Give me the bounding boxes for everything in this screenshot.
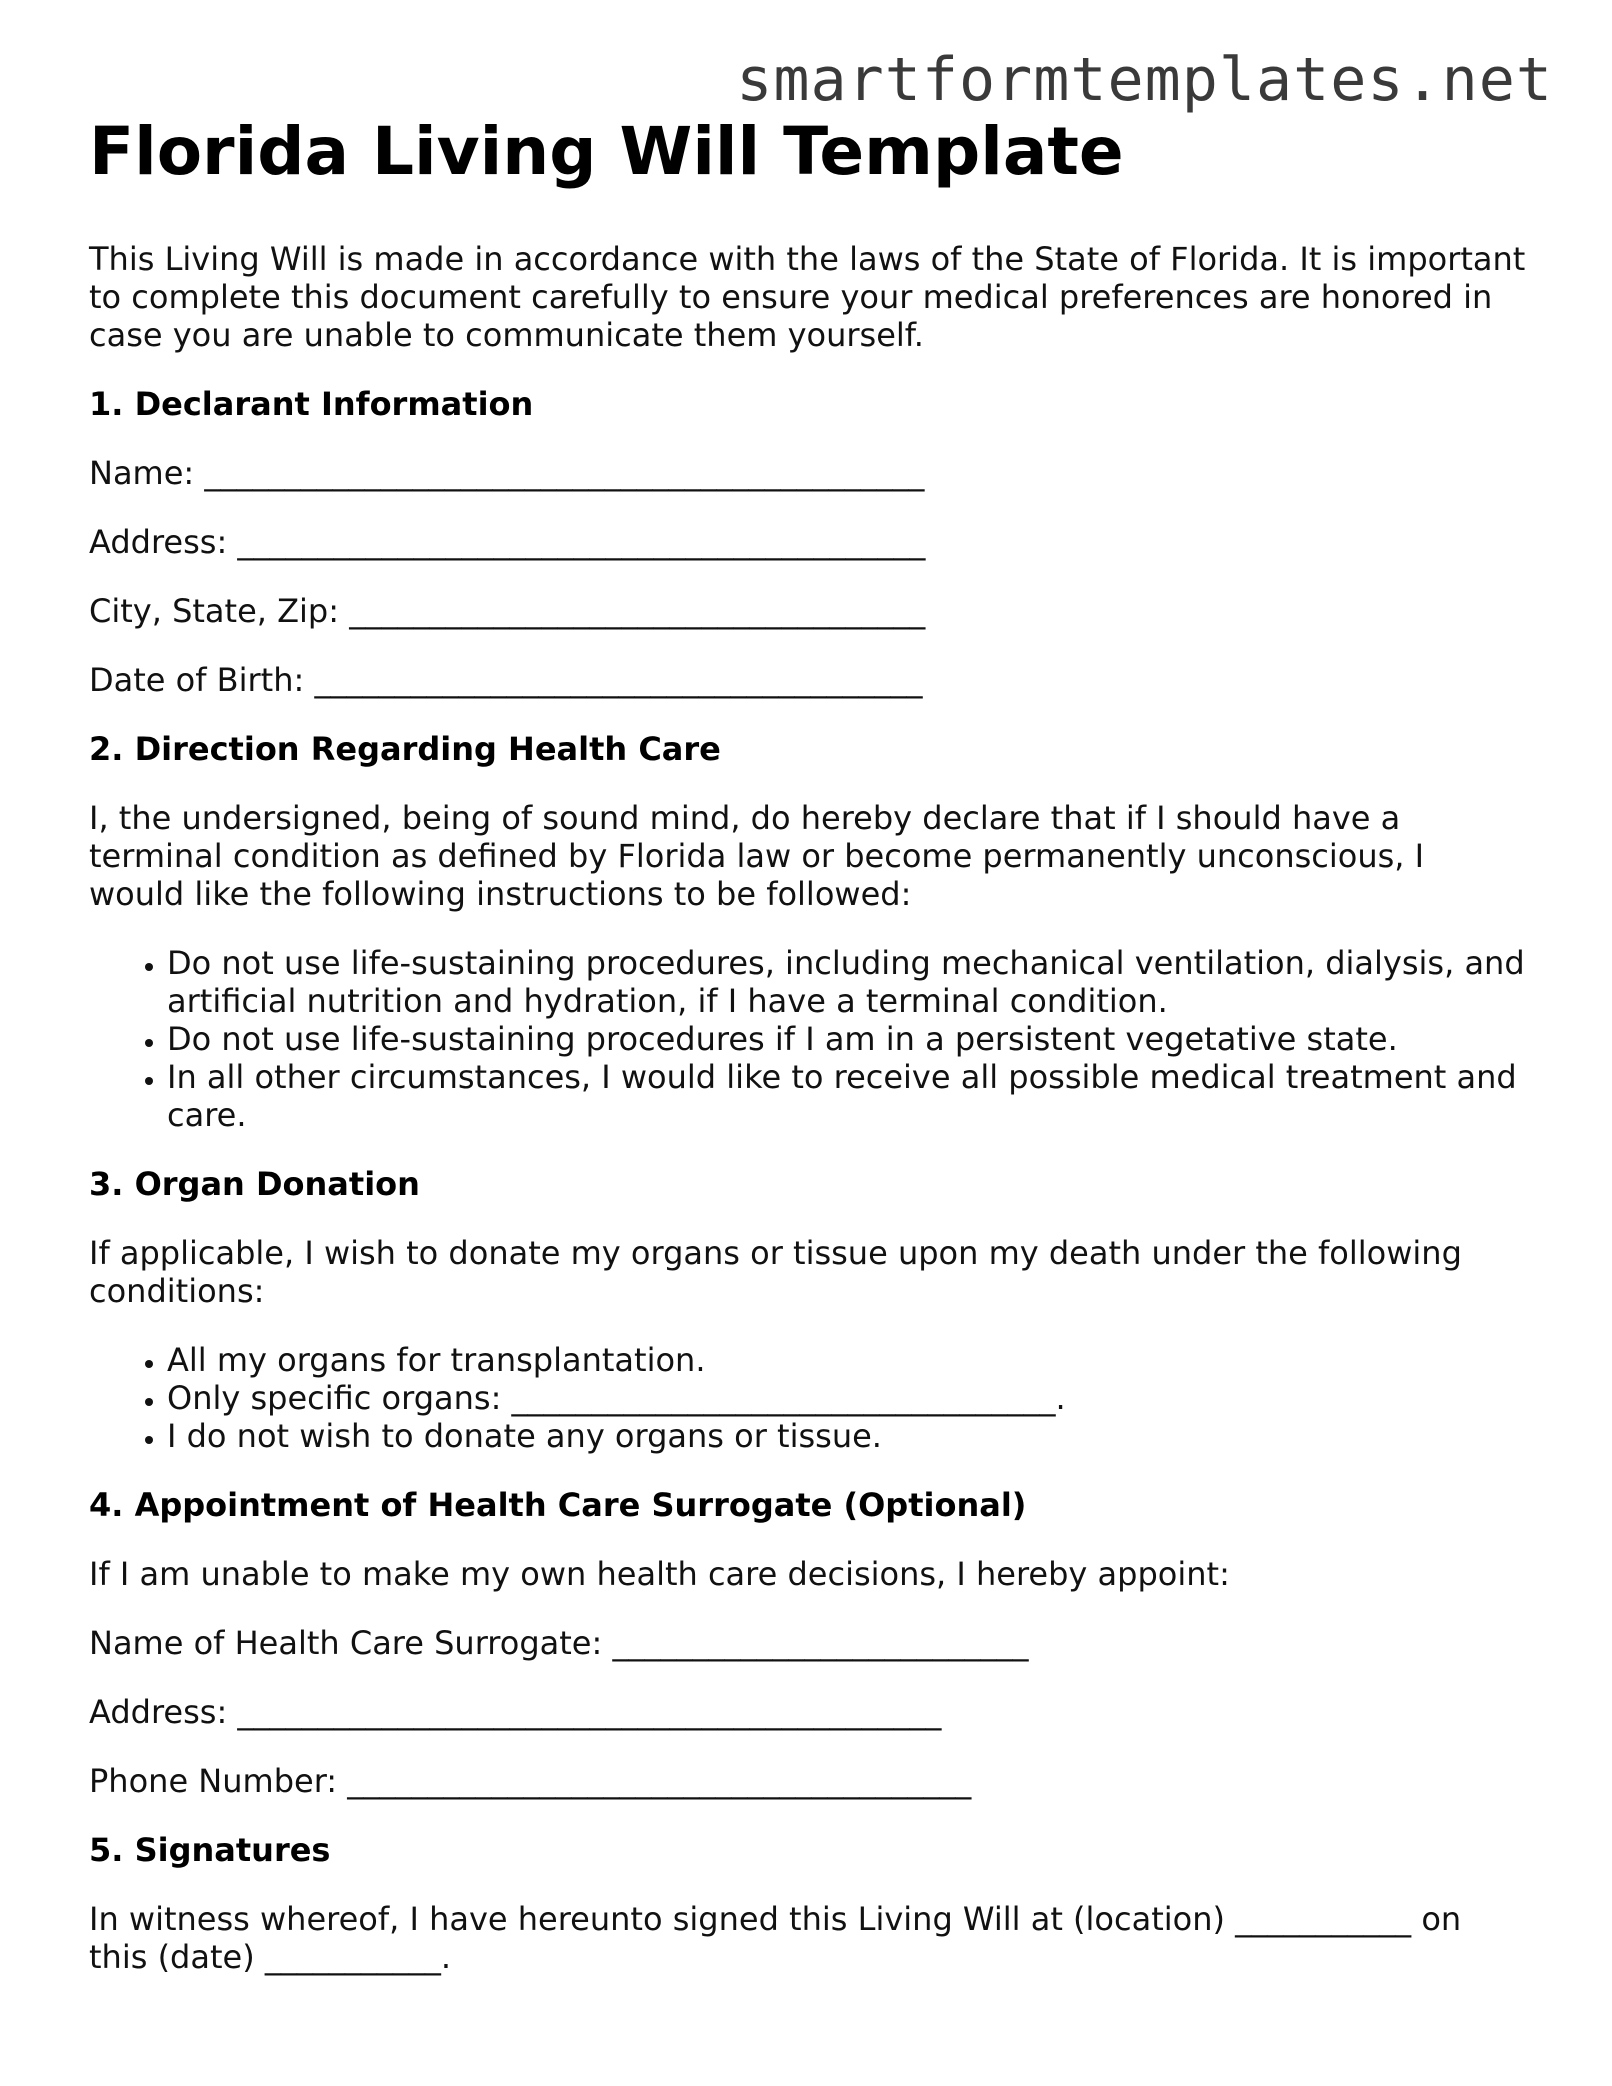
section-5-heading: 5. Signatures	[89, 1831, 331, 1869]
surrogate-phone-field[interactable]: Phone Number: _______________________________________	[89, 1762, 972, 1800]
document-page	[89, 112, 1529, 1976]
section-3-heading: 3. Organ Donation	[89, 1165, 420, 1203]
organ-donation-paragraph: If applicable, I wish to donate my organs or tissue upon my death under the following conditions:	[89, 1234, 1462, 1310]
address-field[interactable]: Address: ___________________________________________	[89, 523, 926, 561]
surrogate-address-field[interactable]: Address: ____________________________________________	[89, 1693, 942, 1731]
document-title: Florida Living Will Template	[89, 113, 1124, 190]
section-4-heading: 4. Appointment of Health Care Surrogate (Optional)	[89, 1486, 1027, 1524]
surrogate-paragraph: If I am unable to make my own health care decisions, I hereby appoint:	[89, 1555, 1230, 1593]
signature-paragraph[interactable]: In witness whereof, I have hereunto signed this Living Will at (location) ___________ on this (date) ___________.	[89, 1900, 1462, 1976]
specific-organs-field[interactable]: • Only specific organs: __________________________________.	[167, 1379, 1529, 1417]
list-item: • Do not use life-sustaining procedures if I am in a persistent vegetative state.	[167, 1020, 1529, 1058]
date-of-birth-field[interactable]: Date of Birth: ______________________________________	[89, 661, 923, 699]
organ-donation-list	[89, 1341, 1529, 1455]
section-2-heading: 2. Direction Regarding Health Care	[89, 730, 721, 768]
name-field[interactable]: Name: _____________________________________________	[89, 454, 925, 492]
surrogate-name-field[interactable]: Name of Health Care Surrogate: __________________________	[89, 1624, 1029, 1662]
list-item: • I do not wish to donate any organs or tissue.	[167, 1417, 1529, 1455]
direction-paragraph: I, the undersigned, being of sound mind, do hereby declare that if I should have a terminal condition as defined by Florida law or become permanently unconscious, I would like the following instructions to be followed:	[89, 799, 1425, 913]
list-item: • Do not use life-sustaining procedures, including mechanical ventilation, dialysis, and artificial nutrition and hydration, if I have a terminal condition.	[167, 944, 1529, 1020]
intro-paragraph: This Living Will is made in accordance with the laws of the State of Florida. It is important to complete this document carefully to ensure your medical preferences are honored in case you are unable to communicate them yourself.	[89, 240, 1526, 354]
direction-list	[89, 944, 1529, 1134]
site-watermark: smartformtemplates.net	[736, 45, 1553, 115]
section-1-heading: 1. Declarant Information	[89, 385, 534, 423]
list-item: • All my organs for transplantation.	[167, 1341, 1529, 1379]
list-item: • In all other circumstances, I would like to receive all possible medical treatment and care.	[167, 1058, 1529, 1134]
city-state-zip-field[interactable]: City, State, Zip: ____________________________________	[89, 592, 926, 630]
